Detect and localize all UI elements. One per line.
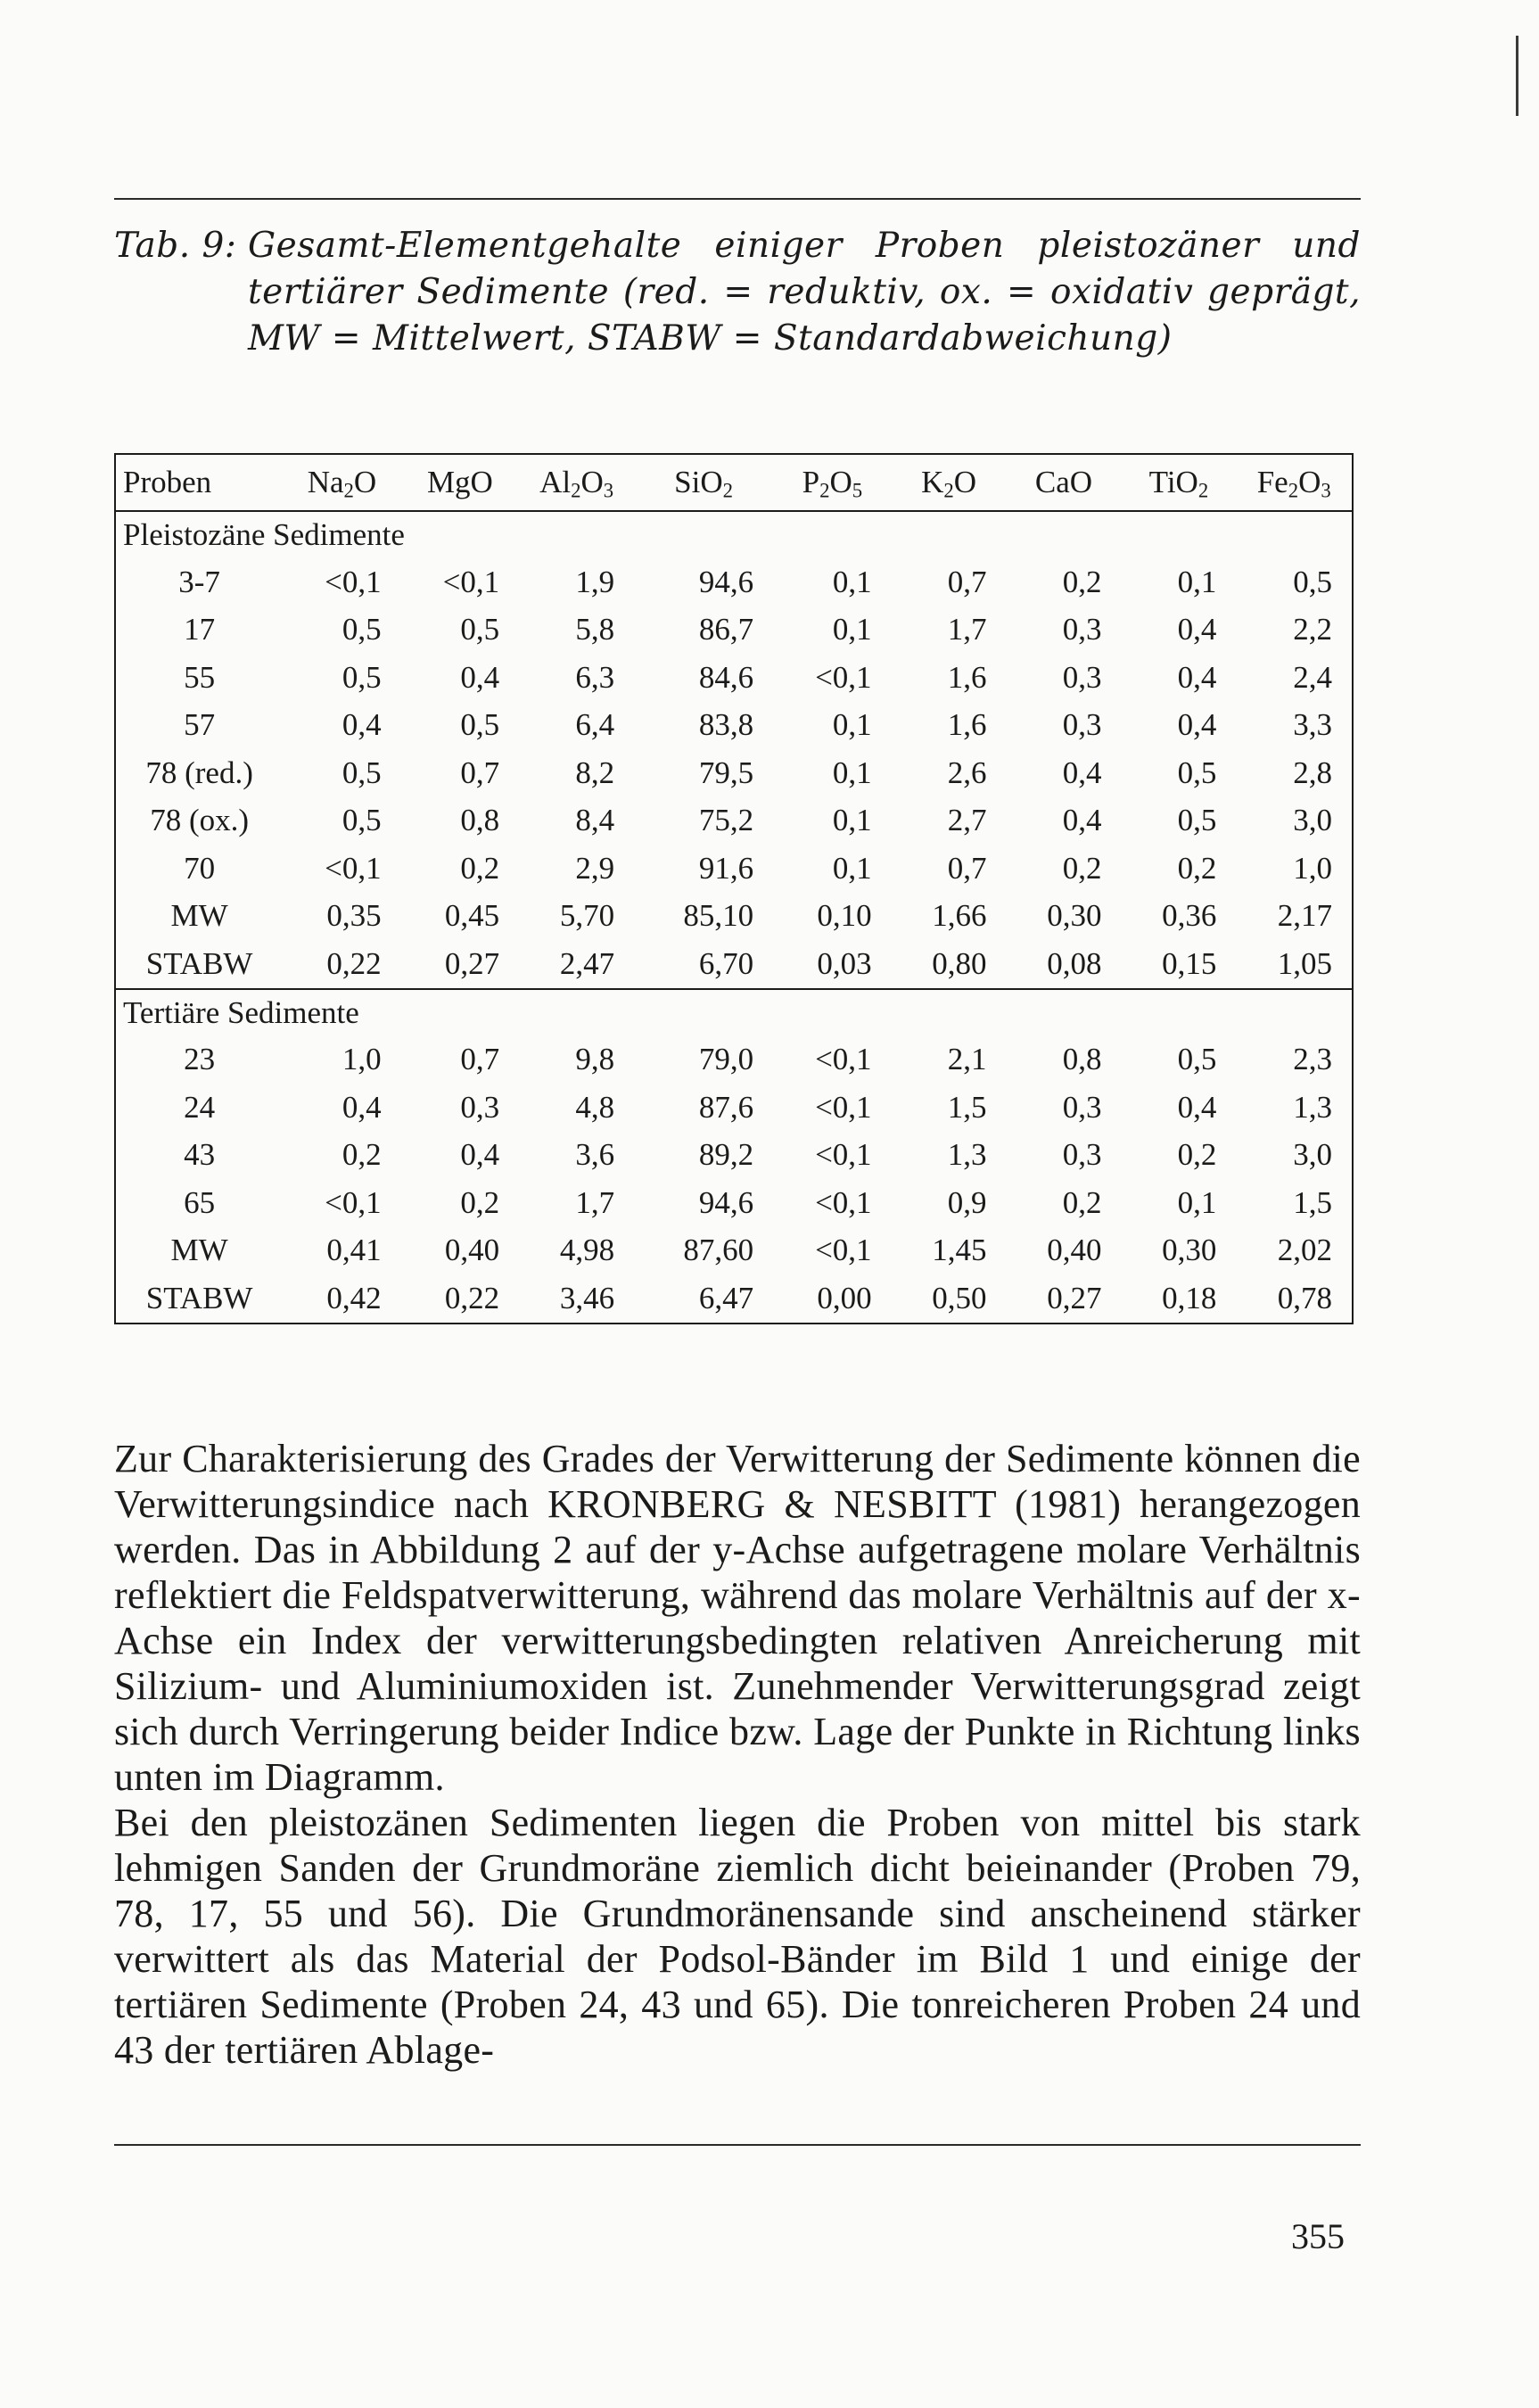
value-cell: 85,10 [683, 898, 754, 934]
value-cell: 0,2 [1062, 564, 1102, 599]
table-row [115, 940, 1353, 989]
value-cell: 0,5 [342, 755, 382, 790]
page-edge-mark [1516, 36, 1518, 116]
value-cell: 0,27 [444, 945, 500, 981]
value-cell: 0,1 [1177, 564, 1217, 599]
value-cell: 0,2 [460, 1184, 500, 1220]
value-cell: 1,0 [1293, 850, 1332, 886]
value-cell: 3,6 [575, 1137, 615, 1173]
value-cell: 0,5 [342, 612, 382, 647]
value-cell: 0,03 [817, 945, 872, 981]
value-cell: 0,2 [1177, 850, 1217, 886]
value-cell: 5,70 [559, 898, 615, 934]
table-row [115, 893, 1353, 941]
group-title: Pleistozäne Sedimente [123, 517, 405, 552]
value-cell: 0,35 [326, 898, 382, 934]
value-cell: 0,5 [460, 707, 500, 743]
probe-cell: MW [170, 1233, 228, 1268]
table-row [115, 1036, 1353, 1084]
value-cell: 75,2 [698, 803, 754, 838]
paragraph: Zur Charakterisierung des Grades der Verwitterung der Sedimente können die Verwitterungsindice nach KRONBERG & NESBITT (1981) herangezogen werden. Das in Abbildung 2 auf der y-Achse aufgetragene molare Verhältnis reflektiert die Feldspatverwitterung, während das molare Verhältnis auf der x-Achse ein Index der verwitterungsbedingten relativen Anreicherung mit Silizium- und Aluminiumoxiden ist. Zunehmender Verwitterungsgrad zeigt sich durch Verringerung beider Indice bzw. Lage der Punkte in Richtung links unten im Diagramm. [114, 1437, 1361, 1799]
value-cell: 2,8 [1293, 755, 1332, 790]
page-number: 355 [1291, 2216, 1345, 2256]
value-cell: 0,3 [1062, 1137, 1102, 1173]
value-cell: 89,2 [698, 1137, 754, 1173]
value-cell: 4,8 [575, 1089, 615, 1125]
value-cell: 0,1 [832, 803, 872, 838]
probe-cell: 24 [184, 1089, 216, 1125]
value-cell: 1,5 [947, 1089, 987, 1125]
table-row [115, 654, 1353, 702]
group-title: Tertiäre Sedimente [115, 989, 1353, 1036]
value-cell: 6,47 [698, 1280, 754, 1315]
value-cell: <0,1 [815, 1042, 872, 1077]
value-cell: 2,2 [1293, 612, 1332, 647]
value-cell: 2,02 [1277, 1233, 1332, 1268]
value-cell: 4,98 [559, 1233, 615, 1268]
value-cell: 87,6 [698, 1089, 754, 1125]
value-cell: 0,4 [1177, 707, 1217, 743]
value-cell: 2,9 [575, 850, 615, 886]
value-cell: 0,2 [1062, 850, 1102, 886]
column-header: $K_2O$ [892, 454, 1007, 511]
value-cell: 1,3 [1293, 1089, 1332, 1125]
probe-cell: 43 [184, 1137, 216, 1173]
value-cell: 0,2 [460, 850, 500, 886]
value-cell: 0,5 [1177, 803, 1217, 838]
probe-cell: 78 (red.) [145, 755, 253, 790]
value-cell: 0,41 [326, 1233, 382, 1268]
value-cell: 84,6 [698, 659, 754, 695]
probe-cell: 3-7 [178, 564, 220, 599]
value-cell: 0,15 [1162, 945, 1217, 981]
value-cell: 87,60 [683, 1233, 754, 1268]
value-cell: 0,5 [342, 659, 382, 695]
value-cell: 0,2 [1062, 1184, 1102, 1220]
value-cell: 0,2 [1177, 1137, 1217, 1173]
value-cell: 1,05 [1277, 945, 1332, 981]
value-cell: 2,47 [559, 945, 615, 981]
value-cell: 1,5 [1293, 1184, 1332, 1220]
table-row [115, 606, 1353, 655]
value-cell: 0,3 [1062, 707, 1102, 743]
value-cell: 91,6 [698, 850, 754, 886]
column-header: MgO [401, 454, 519, 511]
column-header: $Fe_2O_3$ [1236, 454, 1353, 511]
value-cell: 0,18 [1162, 1280, 1217, 1315]
value-cell: <0,1 [325, 1184, 382, 1220]
column-header: $Al_2O_3$ [519, 454, 634, 511]
caption-label: Tab. 9: [114, 226, 237, 266]
group-row [115, 511, 1353, 558]
value-cell: 79,5 [698, 755, 754, 790]
value-cell: 79,0 [698, 1042, 754, 1077]
probe-cell: 70 [184, 850, 216, 886]
probe-cell: STABW [145, 945, 253, 981]
column-header: CaO [1007, 454, 1122, 511]
value-cell: <0,1 [325, 564, 382, 599]
value-cell: 0,30 [1047, 898, 1102, 934]
value-cell: 0,45 [444, 898, 500, 934]
top-rule [114, 198, 1361, 200]
caption-text: Gesamt-Elementgehalte einiger Proben pleistozäner und tertiärer Sedimente (red. = reduktiv, ox. = oxidativ geprägt, MW = Mittelwert, STABW = Standardabweichung) [248, 226, 1361, 359]
value-cell: 1,9 [575, 564, 615, 599]
value-cell: 2,17 [1277, 898, 1332, 934]
value-cell: <0,1 [442, 564, 500, 599]
value-cell: 0,8 [1062, 1042, 1102, 1077]
probe-cell: 17 [184, 612, 216, 647]
value-cell: 0,1 [832, 707, 872, 743]
table-caption [114, 223, 1361, 362]
table-row [115, 558, 1353, 606]
value-cell: 83,8 [698, 707, 754, 743]
table-row [115, 702, 1353, 750]
value-cell: <0,1 [815, 1137, 872, 1173]
value-cell: 5,8 [575, 612, 615, 647]
value-cell: 0,00 [817, 1280, 872, 1315]
value-cell: 2,3 [1293, 1042, 1332, 1077]
value-cell: 1,7 [947, 612, 987, 647]
value-cell: 1,66 [932, 898, 987, 934]
value-cell: 3,0 [1293, 803, 1332, 838]
value-cell: 8,4 [575, 803, 615, 838]
column-header: $Na_2O$ [283, 454, 400, 511]
value-cell: 0,5 [1177, 1042, 1217, 1077]
table-row [115, 1227, 1353, 1275]
value-cell: 0,2 [342, 1137, 382, 1173]
table-header-row [115, 454, 1353, 511]
value-cell: 0,4 [1177, 659, 1217, 695]
value-cell: 0,4 [1177, 1089, 1217, 1125]
value-cell: 1,6 [947, 707, 987, 743]
table-row [115, 845, 1353, 893]
value-cell: 0,7 [947, 850, 987, 886]
value-cell: <0,1 [815, 659, 872, 695]
value-cell: 9,8 [575, 1042, 615, 1077]
value-cell: 0,3 [460, 1089, 500, 1125]
value-cell: 0,4 [1062, 755, 1102, 790]
value-cell: 0,3 [1062, 612, 1102, 647]
value-cell: 0,5 [342, 803, 382, 838]
value-cell: <0,1 [815, 1184, 872, 1220]
value-cell: 6,70 [698, 945, 754, 981]
table-row [115, 749, 1353, 797]
value-cell: 0,36 [1162, 898, 1217, 934]
bottom-rule [114, 2144, 1361, 2146]
value-cell: 8,2 [575, 755, 615, 790]
value-cell: 1,6 [947, 659, 987, 695]
value-cell: 1,7 [575, 1184, 615, 1220]
probe-cell: 23 [184, 1042, 216, 1077]
probe-cell: STABW [145, 1280, 253, 1315]
value-cell: 0,78 [1277, 1280, 1332, 1315]
probe-cell: 65 [184, 1184, 216, 1220]
value-cell: 0,1 [832, 564, 872, 599]
value-cell: 1,45 [932, 1233, 987, 1268]
value-cell: 0,1 [832, 612, 872, 647]
value-cell: 94,6 [698, 1184, 754, 1220]
table-row [115, 1179, 1353, 1227]
probe-cell: 78 (ox.) [150, 803, 250, 838]
value-cell: 0,7 [460, 755, 500, 790]
value-cell: 0,22 [326, 945, 382, 981]
probe-cell: MW [170, 898, 228, 934]
value-cell: 2,6 [947, 755, 987, 790]
value-cell: 0,5 [460, 612, 500, 647]
value-cell: 0,30 [1162, 1233, 1217, 1268]
body-text [114, 1436, 1361, 2073]
column-header-proben: Proben [115, 454, 283, 511]
table-row [115, 1274, 1353, 1324]
column-header: TiO$_2$ [1121, 454, 1236, 511]
value-cell: 0,80 [932, 945, 987, 981]
value-cell: 0,40 [1047, 1233, 1102, 1268]
value-cell: 2,7 [947, 803, 987, 838]
group-row [115, 989, 1353, 1036]
value-cell: 0,10 [817, 898, 872, 934]
probe-cell: 55 [184, 659, 216, 695]
value-cell: 0,27 [1047, 1280, 1102, 1315]
probe-cell: 57 [184, 707, 216, 743]
value-cell: 0,9 [947, 1184, 987, 1220]
element-table [114, 453, 1354, 1324]
value-cell: 0,50 [932, 1280, 987, 1315]
value-cell: 6,4 [575, 707, 615, 743]
value-cell: 0,4 [1062, 803, 1102, 838]
value-cell: 86,7 [698, 612, 754, 647]
value-cell: 0,4 [342, 707, 382, 743]
column-header: SiO$_2$ [634, 454, 773, 511]
value-cell: 2,4 [1293, 659, 1332, 695]
value-cell: 0,40 [444, 1233, 500, 1268]
value-cell: 0,7 [460, 1042, 500, 1077]
value-cell: 0,5 [1177, 755, 1217, 790]
value-cell: 94,6 [698, 564, 754, 599]
value-cell: 0,4 [342, 1089, 382, 1125]
value-cell: 0,1 [1177, 1184, 1217, 1220]
value-cell: 1,3 [947, 1137, 987, 1173]
value-cell: 0,1 [832, 850, 872, 886]
column-header: $P_2O_5$ [773, 454, 891, 511]
value-cell: 0,42 [326, 1280, 382, 1315]
value-cell: 0,08 [1047, 945, 1102, 981]
value-cell: 0,4 [460, 659, 500, 695]
value-cell: 1,0 [342, 1042, 382, 1077]
value-cell: 0,4 [460, 1137, 500, 1173]
paragraph: Bei den pleistozänen Sedimenten liegen die Proben von mittel bis stark lehmigen Sanden der Grundmoräne ziemlich dicht beieinander (Proben 79, 78, 17, 55 und 56). Die Grundmoränensande sind anscheinend stärker verwittert als das Material der Podsol-Bänder im Bild 1 und einige der tertiären Sedimente (Proben 24, 43 und 65). Die tonreicheren Proben 24 und 43 der tertiären Ablage- [114, 1801, 1361, 2072]
value-cell: 0,8 [460, 803, 500, 838]
table-row [115, 1132, 1353, 1180]
value-cell: 0,5 [1293, 564, 1332, 599]
value-cell: <0,1 [325, 850, 382, 886]
value-cell: 3,46 [559, 1280, 615, 1315]
value-cell: 0,3 [1062, 659, 1102, 695]
value-cell: 6,3 [575, 659, 615, 695]
value-cell: 0,1 [832, 755, 872, 790]
value-cell: 3,0 [1293, 1137, 1332, 1173]
table-row [115, 797, 1353, 845]
value-cell: 2,1 [947, 1042, 987, 1077]
value-cell: 3,3 [1293, 707, 1332, 743]
table-row [115, 1084, 1353, 1132]
value-cell: 0,4 [1177, 612, 1217, 647]
value-cell: <0,1 [815, 1233, 872, 1268]
value-cell: 0,7 [947, 564, 987, 599]
value-cell: 0,3 [1062, 1089, 1102, 1125]
value-cell: 0,22 [444, 1280, 500, 1315]
value-cell: <0,1 [815, 1089, 872, 1125]
